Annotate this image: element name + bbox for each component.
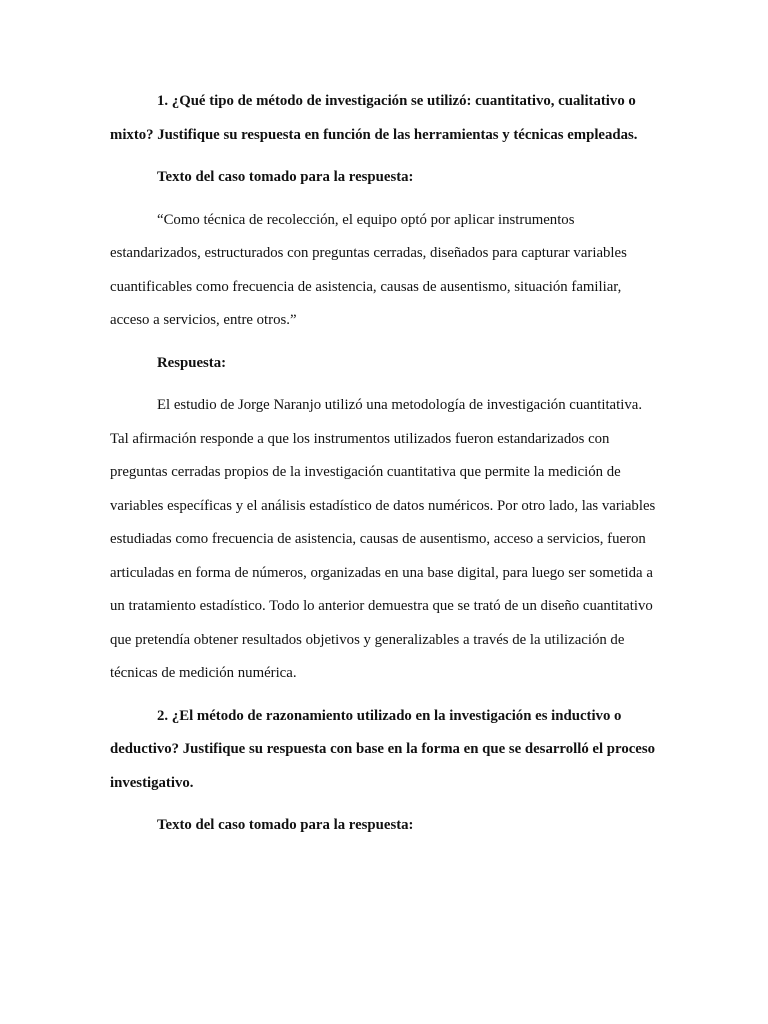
question-2: 2. ¿El método de razonamiento utilizado en la investigación es inductivo o deductivo? Justifique su respuesta con base en la forma en que se desarrolló el proceso investigativo. [110,707,656,791]
case-quote-1: “Como técnica de recolección, el equipo optó por aplicar instrumentos estandarizados, estructurados con preguntas cerradas, diseñados para capturar variables cuantificables como frecuencia de asistencia, causas de ausentismo, situación familiar, acceso a servicios, entre otros.” [110,211,627,328]
case-text-label-2: Texto del caso tomado para la respuesta: [157,817,414,833]
question-1: 1. ¿Qué tipo de método de investigación se utilizó: cuantitativo, cualitativo o mixto? Justifique su respuesta en función de las herramientas y técnicas empleadas. [110,93,638,143]
case-text-label-1: Texto del caso tomado para la respuesta: [157,169,414,185]
answer-1: El estudio de Jorge Naranjo utilizó una metodología de investigación cuantitativa. Tal afirmación responde a que los instrumentos utilizados fueron estandarizados con preguntas cerradas propios de la investigación cuantitativa que permite la medición de variables específicas y el análisis estadístico de datos numéricos. Por otro lado, las variables estudiadas como frecuencia de asistencia, causas de ausentismo, acceso a servicios, fueron articuladas en forma de números, organizadas en una base digital, para luego ser sometida a un tratamiento estadístico. Todo lo anterior demuestra que se trató de un diseño cuantitativo que pretendía obtener resultados objetivos y generalizables a través de la utilización de técnicas de medición numérica. [110,397,656,681]
answer-label-1: Respuesta: [157,354,227,371]
